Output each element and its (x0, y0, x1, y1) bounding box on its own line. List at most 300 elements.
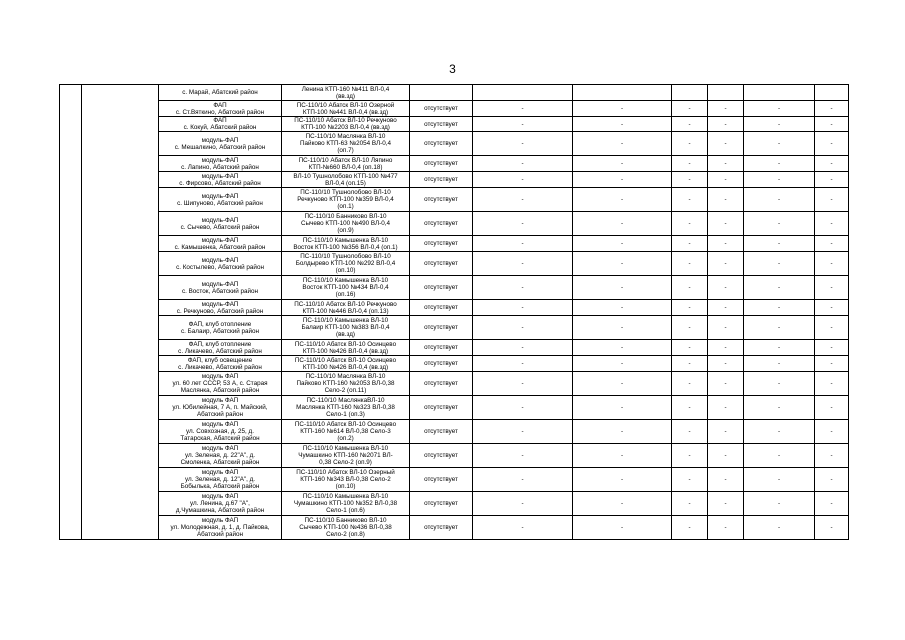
object-cell-line: с. Сычево, Абатский район (180, 223, 260, 231)
power-source-cell-line: ПС-110/10 Камышенка ВЛ-10 (302, 493, 389, 500)
value-cell: - (744, 172, 815, 188)
value-cell: - (744, 492, 815, 516)
value-cell: - (672, 492, 708, 516)
value-cell: - (473, 132, 573, 156)
status-cell: отсутствует (410, 340, 473, 356)
power-source-cell-line: ПС-110/10 Камышенка ВЛ-10 (302, 445, 389, 452)
power-source-cell-line: Пайково КТП-63 №2054 ВЛ-0,4 (300, 140, 391, 147)
value-cell: - (815, 420, 849, 444)
value-cell: - (744, 188, 815, 212)
value-cell: - (473, 300, 573, 316)
value-cell: - (708, 420, 744, 444)
value-cell: - (815, 516, 849, 540)
value-cell: - (708, 468, 744, 492)
value-cell: - (672, 396, 708, 420)
table-row (60, 340, 849, 356)
object-cell (159, 316, 282, 340)
power-source-cell-line: ПС-110/10 Абатск ВЛ-10 Осинцево (294, 356, 397, 364)
value-cell: - (473, 236, 573, 252)
power-source-cell-line: Маслянка КТП-160 №323 ВЛ-0,38 (296, 404, 395, 411)
power-source-cell-line: ПС-110/10 Тушнолобово ВЛ-10 (300, 253, 391, 260)
value-cell: - (573, 340, 672, 356)
table-body (60, 85, 849, 540)
value-cell: - (473, 396, 573, 420)
value-cell: - (744, 516, 815, 540)
object-cell-line: ФАП (213, 117, 227, 124)
power-source-cell-line: Чумашкино КТП-160 №2071 ВЛ- (298, 452, 393, 459)
object-cell-line: Татарская, Абатский район (180, 435, 260, 442)
value-cell: - (744, 300, 815, 316)
value-cell: - (473, 444, 573, 468)
table-row (60, 372, 849, 396)
power-source-cell-line: ПС-110/10 Камышенка ВЛ-10 (302, 236, 389, 244)
table-row (60, 117, 849, 132)
status-cell: отсутствует (410, 492, 473, 516)
value-cell: - (815, 300, 849, 316)
status-cell (410, 85, 473, 101)
power-source-cell (282, 236, 410, 252)
value-cell: - (815, 356, 849, 372)
table-row (60, 516, 849, 540)
power-source-cell-line: Село-1 (оп.6) (326, 507, 365, 514)
power-source-cell-line: ПС-110/10 Маслянка ВЛ-10 (305, 133, 386, 140)
value-cell (744, 85, 815, 101)
object-cell-line: с. Камышенка, Абатский район (174, 243, 266, 251)
power-source-cell-line: ВЛ-10 Тушнолобово КТП-100 №477 (293, 172, 398, 180)
object-cell-line: модуль-ФАП (201, 300, 239, 308)
object-cell-line: модуль ФАП (201, 517, 239, 524)
value-cell (672, 85, 708, 101)
power-source-cell-line: (оп.16) (335, 291, 356, 298)
value-cell: - (573, 117, 672, 132)
power-source-cell (282, 172, 410, 188)
value-cell: - (473, 188, 573, 212)
value-cell: - (744, 372, 815, 396)
value-cell: - (815, 188, 849, 212)
value-cell: - (473, 101, 573, 117)
object-cell (159, 172, 282, 188)
power-source-cell-line: Село-2 (оп.11) (324, 387, 367, 394)
value-cell: - (473, 372, 573, 396)
power-source-cell-line: ВЛ-0,4 (оп.15) (325, 179, 366, 187)
power-source-cell-line: ПС-110/10 Абатск ВЛ-10 Речкуново (294, 117, 397, 124)
object-cell-line: ФАП, клуб отопление (188, 320, 252, 328)
power-source-cell (282, 276, 410, 300)
value-cell: - (708, 212, 744, 236)
value-cell: - (708, 117, 744, 132)
power-source-cell-line: ПС-110/10 Камышенка ВЛ-10 (302, 277, 389, 284)
table-row (60, 468, 849, 492)
table-row (60, 85, 849, 101)
status-cell: отсутствует (410, 101, 473, 117)
power-source-cell-line: (оп.2) (337, 435, 354, 442)
power-source-cell (282, 516, 410, 540)
value-cell: - (473, 420, 573, 444)
power-source-cell-line: ПС-110/10 Камышенка ВЛ-10 (302, 317, 389, 324)
value-cell: - (708, 340, 744, 356)
object-cell (159, 372, 282, 396)
value-cell (473, 85, 573, 101)
status-cell: отсутствует (410, 444, 473, 468)
power-source-cell-line: КТП-160 №614 ВЛ-0,38 Село-3 (300, 428, 391, 435)
power-source-cell-line: Восток КТП-100 №356 ВЛ-0,4 (оп.1) (293, 243, 398, 251)
value-cell: - (744, 396, 815, 420)
table-row (60, 156, 849, 172)
status-cell: отсутствует (410, 132, 473, 156)
value-cell: - (473, 356, 573, 372)
power-source-cell-line: ПС-110/10 Тушнолобово ВЛ-10 (300, 189, 391, 196)
power-source-cell (282, 316, 410, 340)
value-cell: - (672, 276, 708, 300)
object-cell (159, 85, 282, 101)
power-source-cell-line: КТП-160 №343 ВЛ-0,38 Село-2 (300, 476, 391, 483)
object-cell-line: модуль ФАП (201, 373, 239, 380)
object-cell-line: с. Восток, Абатский район (181, 287, 259, 295)
value-cell: - (744, 101, 815, 117)
value-cell: - (672, 132, 708, 156)
value-cell: - (473, 276, 573, 300)
object-cell-line: модуль-ФАП (201, 136, 239, 144)
value-cell: - (744, 444, 815, 468)
value-cell: - (708, 172, 744, 188)
value-cell: - (672, 188, 708, 212)
table-row (60, 101, 849, 117)
value-cell: - (473, 468, 573, 492)
object-cell-line: ул. Зеленая, д. 22"А", д. (184, 452, 256, 459)
power-source-cell-line: ПС-110/10 Абатск ВЛ-10 Озерной (296, 101, 395, 109)
status-cell: отсутствует (410, 396, 473, 420)
object-cell-line: с. Фирсово, Абатский район (179, 179, 261, 187)
power-source-cell (282, 85, 410, 101)
object-cell-line: ул. Совхозная, д. 25, д. (186, 428, 254, 435)
value-cell: - (744, 252, 815, 276)
table-row (60, 252, 849, 276)
power-source-cell-line: ПС-110/10 Маслянка ВЛ-10 (305, 373, 386, 380)
value-cell: - (744, 156, 815, 172)
value-cell: - (815, 117, 849, 132)
object-cell-line: с. Марай, Абатский район (182, 89, 258, 96)
value-cell: - (473, 172, 573, 188)
value-cell: - (473, 156, 573, 172)
object-cell-line: модуль-ФАП (201, 192, 239, 200)
value-cell: - (815, 252, 849, 276)
object-cell-line: ул. Юбилейная, 7 А, п. Майский, (172, 404, 268, 411)
status-cell: отсутствует (410, 356, 473, 372)
value-cell: - (672, 372, 708, 396)
value-cell: - (708, 276, 744, 300)
object-cell-line: модуль-ФАП (201, 216, 239, 224)
empty-number-cell (60, 85, 82, 540)
value-cell: - (573, 420, 672, 444)
value-cell: - (573, 492, 672, 516)
object-cell-line: с. Мешалкино, Абатский район (174, 143, 266, 151)
value-cell: - (744, 117, 815, 132)
value-cell: - (672, 172, 708, 188)
value-cell: - (815, 212, 849, 236)
value-cell: - (708, 300, 744, 316)
value-cell: - (573, 172, 672, 188)
object-cell-line: модуль ФАП (201, 397, 239, 404)
value-cell: - (672, 236, 708, 252)
object-cell (159, 468, 282, 492)
status-cell: отсутствует (410, 372, 473, 396)
value-cell: - (744, 316, 815, 340)
object-cell-line: модуль-ФАП (201, 236, 239, 244)
power-source-cell (282, 492, 410, 516)
power-source-cell (282, 444, 410, 468)
value-cell: - (573, 372, 672, 396)
object-cell (159, 516, 282, 540)
value-cell: - (708, 188, 744, 212)
object-cell-line: д.Чумашкина, Абатский район (175, 507, 265, 514)
value-cell: - (573, 212, 672, 236)
value-cell: - (815, 396, 849, 420)
empty-name-cell (82, 85, 159, 540)
power-source-cell (282, 396, 410, 420)
table-row (60, 420, 849, 444)
power-source-cell-line: 0,38 Село-2 (оп.9) (319, 459, 372, 466)
object-cell-line: ул. Зеленая, д. 12"А", д. (184, 476, 256, 483)
object-cell (159, 340, 282, 356)
value-cell: - (815, 316, 849, 340)
power-source-cell-line: ПС-110/10 Абатск ВЛ-10 Осинцево (294, 421, 397, 428)
value-cell: - (473, 117, 573, 132)
object-cell (159, 420, 282, 444)
value-cell: - (815, 468, 849, 492)
power-source-cell (282, 156, 410, 172)
power-source-cell-line: Сычево КТП-100 №436 ВЛ-0,38 (299, 524, 392, 531)
object-cell-line: модуль-ФАП (201, 156, 239, 164)
value-cell: - (573, 396, 672, 420)
power-source-cell-line: ПС-110/10 Абатск ВЛ-10 Ляпино (298, 156, 393, 164)
power-source-cell-line: Речкуново КТП-100 №359 ВЛ-0,4 (297, 196, 394, 203)
object-cell-line: ул. 60 лет СССР, 53 А, с. Старая (172, 380, 268, 387)
status-cell: отсутствует (410, 316, 473, 340)
value-cell: - (815, 492, 849, 516)
value-cell: - (744, 132, 815, 156)
value-cell: - (473, 492, 573, 516)
value-cell: - (672, 444, 708, 468)
status-cell: отсутствует (410, 188, 473, 212)
power-source-cell-line: Ленина КТП-160 №411 ВЛ-0,4 (301, 85, 390, 93)
value-cell: - (708, 101, 744, 117)
value-cell: - (573, 101, 672, 117)
value-cell: - (672, 420, 708, 444)
value-cell: - (573, 132, 672, 156)
table-row (60, 132, 849, 156)
object-cell-line: модуль-ФАП (201, 172, 239, 180)
object-cell-line: модуль ФАП (201, 445, 239, 452)
object-cell-line: с. Кокуй, Абатский район (183, 124, 257, 131)
value-cell: - (672, 316, 708, 340)
value-cell: - (473, 252, 573, 276)
value-cell: - (815, 276, 849, 300)
value-cell: - (708, 156, 744, 172)
value-cell: - (708, 356, 744, 372)
value-cell: - (815, 444, 849, 468)
value-cell: - (473, 516, 573, 540)
table-row (60, 444, 849, 468)
object-cell-line: с. Балаир, Абатский район (180, 327, 259, 335)
value-cell: - (573, 300, 672, 316)
status-cell: отсутствует (410, 252, 473, 276)
power-source-cell-line: Село-2 (оп.8) (326, 531, 365, 538)
object-cell (159, 236, 282, 252)
object-cell (159, 156, 282, 172)
value-cell: - (708, 444, 744, 468)
table-row (60, 236, 849, 252)
power-source-cell-line: Болдырево КТП-100 №292 ВЛ-0,4 (295, 260, 396, 267)
value-cell: - (708, 396, 744, 420)
value-cell: - (573, 444, 672, 468)
power-source-cell-line: Пайково КТП-160 №2053 ВЛ-0,38 (296, 380, 395, 387)
power-source-cell-line: ПС-110/10 Абатск ВЛ-10 Озерный (296, 469, 395, 476)
value-cell: - (708, 516, 744, 540)
value-cell: - (672, 101, 708, 117)
power-source-cell (282, 420, 410, 444)
table-row (60, 212, 849, 236)
power-source-cell-line: Сычево КТП-100 №490 ВЛ-0,4 (301, 220, 390, 227)
value-cell: - (744, 420, 815, 444)
value-cell: - (573, 356, 672, 372)
value-cell: - (744, 340, 815, 356)
object-cell-line: с. Шипуново, Абатский район (177, 199, 263, 207)
power-source-cell-line: ПС-110/10 Банниково ВЛ-10 (304, 213, 387, 220)
value-cell: - (672, 212, 708, 236)
status-cell: отсутствует (410, 468, 473, 492)
table-row (60, 396, 849, 420)
object-cell (159, 276, 282, 300)
power-source-cell-line: ПС-110/10 Абатск ВЛ-10 Осинцево (294, 340, 397, 348)
value-cell: - (573, 516, 672, 540)
status-cell: отсутствует (410, 300, 473, 316)
value-cell: - (815, 101, 849, 117)
power-source-cell-line: КТП-100 №426 ВЛ-0,4 (вв.зд) (302, 363, 389, 371)
value-cell: - (708, 492, 744, 516)
table-row (60, 276, 849, 300)
object-cell-line: ФАП, клуб освещение (187, 356, 253, 364)
status-cell: отсутствует (410, 156, 473, 172)
power-source-cell (282, 212, 410, 236)
power-source-cell-line: ПС-110/10 Абатск ВЛ-10 Речкуново (294, 300, 397, 308)
value-cell: - (573, 156, 672, 172)
status-cell: отсутствует (410, 420, 473, 444)
object-cell-line: с. Ликачево, Абатский район (178, 347, 262, 355)
object-cell-line: с. Речкуново, Абатский район (176, 307, 264, 315)
power-source-cell (282, 117, 410, 132)
power-source-cell (282, 372, 410, 396)
power-source-cell-line: (оп.7) (337, 147, 354, 154)
object-cell-line: ФАП (213, 101, 227, 109)
power-source-cell (282, 132, 410, 156)
value-cell: - (573, 236, 672, 252)
status-cell: отсутствует (410, 516, 473, 540)
value-cell: - (573, 188, 672, 212)
object-cell-line: Абатский район (196, 411, 244, 418)
status-cell: отсутствует (410, 212, 473, 236)
power-source-cell-line: КТП-100 №446 ВЛ-0,4 (оп.13) (302, 307, 389, 315)
value-cell: - (672, 340, 708, 356)
table-row (60, 172, 849, 188)
value-cell: - (708, 372, 744, 396)
value-cell: - (708, 316, 744, 340)
object-cell-line: с. Лапино, Абатский район (181, 163, 259, 171)
status-cell: отсутствует (410, 236, 473, 252)
power-source-cell-line: КТП-100 №426 ВЛ-0,4 (вв.зд) (302, 347, 389, 355)
object-cell (159, 101, 282, 117)
table-row (60, 188, 849, 212)
object-cell-line: модуль-ФАП (201, 280, 239, 288)
object-cell-line: Смоленка, Абатский район (180, 459, 260, 466)
status-cell: отсутствует (410, 172, 473, 188)
value-cell (815, 85, 849, 101)
value-cell: - (672, 300, 708, 316)
table-row (60, 356, 849, 372)
value-cell: - (815, 236, 849, 252)
power-source-cell-line: (вв.зд) (335, 331, 356, 338)
value-cell: - (672, 356, 708, 372)
value-cell: - (573, 276, 672, 300)
value-cell: - (473, 340, 573, 356)
value-cell: - (708, 236, 744, 252)
value-cell (573, 85, 672, 101)
object-cell-line: с. Костылево, Абатский район (176, 263, 264, 271)
object-cell-line: ул. Ленина, д.67 "А", (190, 500, 250, 507)
power-source-cell-line: КТП-№660 ВЛ-0,4 (оп.18) (308, 163, 383, 171)
object-cell (159, 356, 282, 372)
object-cell-line: Маслянка, Абатский район (180, 387, 260, 394)
value-cell: - (744, 236, 815, 252)
value-cell: - (815, 172, 849, 188)
value-cell: - (672, 516, 708, 540)
object-cell-line: модуль ФАП (201, 469, 239, 476)
value-cell: - (473, 316, 573, 340)
object-cell-line: модуль ФАП (201, 493, 239, 500)
power-source-cell-line: (оп.1) (337, 203, 354, 210)
power-source-cell-line: (вв.зд) (335, 92, 356, 100)
value-cell: - (473, 212, 573, 236)
value-cell: - (672, 468, 708, 492)
power-source-cell (282, 300, 410, 316)
table-row (60, 316, 849, 340)
value-cell: - (815, 132, 849, 156)
value-cell: - (744, 276, 815, 300)
object-cell (159, 444, 282, 468)
value-cell: - (672, 252, 708, 276)
power-source-cell-line: ПС-110/10 МаслянкаВЛ-10 (306, 397, 385, 404)
object-cell (159, 396, 282, 420)
value-cell: - (744, 356, 815, 372)
power-source-cell (282, 188, 410, 212)
power-source-cell-line: КТП-100 №441 ВЛ-0,4 (вв.зд) (302, 108, 389, 116)
value-cell: - (815, 156, 849, 172)
object-cell (159, 252, 282, 276)
power-source-cell-line: Восток КТП-100 №434 ВЛ-0,4 (302, 284, 389, 291)
object-cell (159, 492, 282, 516)
object-cell (159, 212, 282, 236)
object-cell (159, 117, 282, 132)
value-cell: - (744, 468, 815, 492)
power-source-cell (282, 340, 410, 356)
value-cell: - (672, 117, 708, 132)
status-cell: отсутствует (410, 117, 473, 132)
power-source-cell-line: (оп.10) (335, 267, 356, 274)
table-row (60, 300, 849, 316)
value-cell: - (744, 212, 815, 236)
value-cell: - (708, 252, 744, 276)
data-table (59, 84, 849, 540)
object-cell-line: Абатский район (196, 531, 244, 538)
